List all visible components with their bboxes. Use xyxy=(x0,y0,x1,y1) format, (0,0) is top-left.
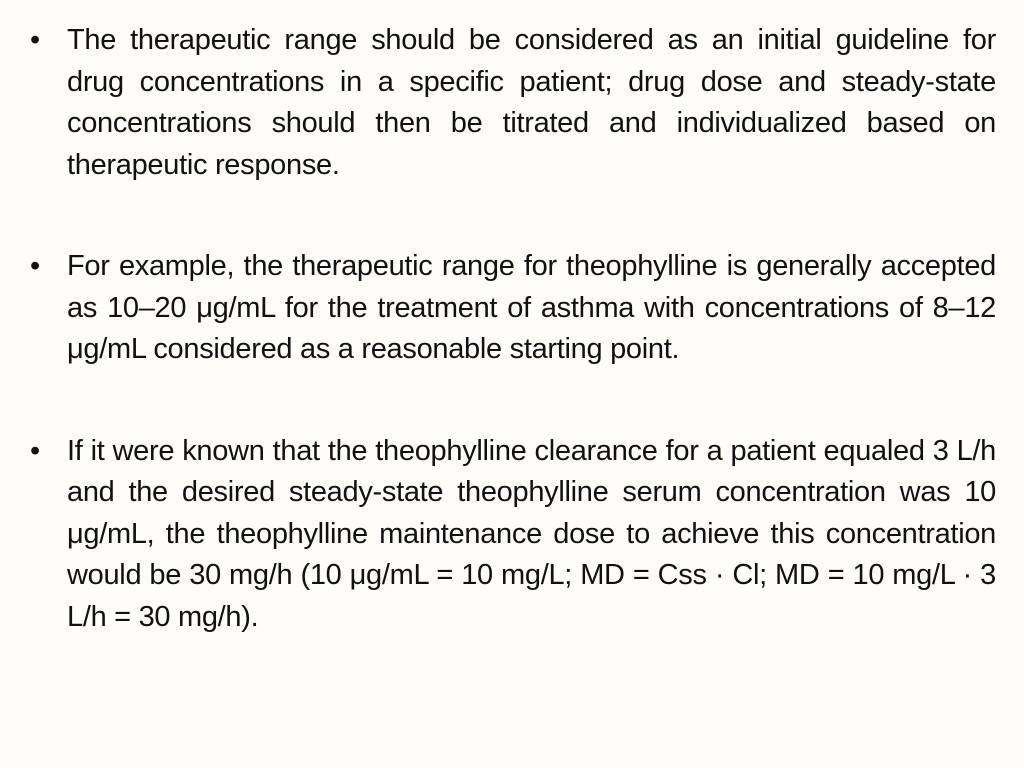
bullet-list xyxy=(30,20,996,638)
bullet-marker: • xyxy=(30,250,40,282)
bullet-text: For example, the therapeutic range for theophylline is generally accepted as 10–20 μg/mL for the treatment of asthma with concentrations of 8–12 μg/mL considered as a reasonable starting point. xyxy=(67,250,996,365)
bullet-marker: • xyxy=(30,434,40,467)
bullet-text: The therapeutic range should be considered as an initial guideline for drug concentrations in a specific patient; drug dose and steady-state concentrations should then be titrated and individualized based on therapeutic response. xyxy=(67,24,996,181)
bullet-marker: • xyxy=(30,24,40,56)
bullet-text: If it were known that the theophylline clearance for a patient equaled 3 L/h and the desired steady-state theophylline serum concentration was 10 μg/mL, the theophylline maintenance dose to achieve this concentration would be 30 mg/h (10 μg/mL = 10 mg/L; MD = Css · Cl; MD = 10 mg/L · 3 L/h = 30 mg/h). xyxy=(67,434,996,633)
bullet-item-maintenance-dose xyxy=(30,431,996,639)
bullet-item-therapeutic-range xyxy=(30,20,996,186)
bullet-item-theophylline-example xyxy=(30,246,996,371)
